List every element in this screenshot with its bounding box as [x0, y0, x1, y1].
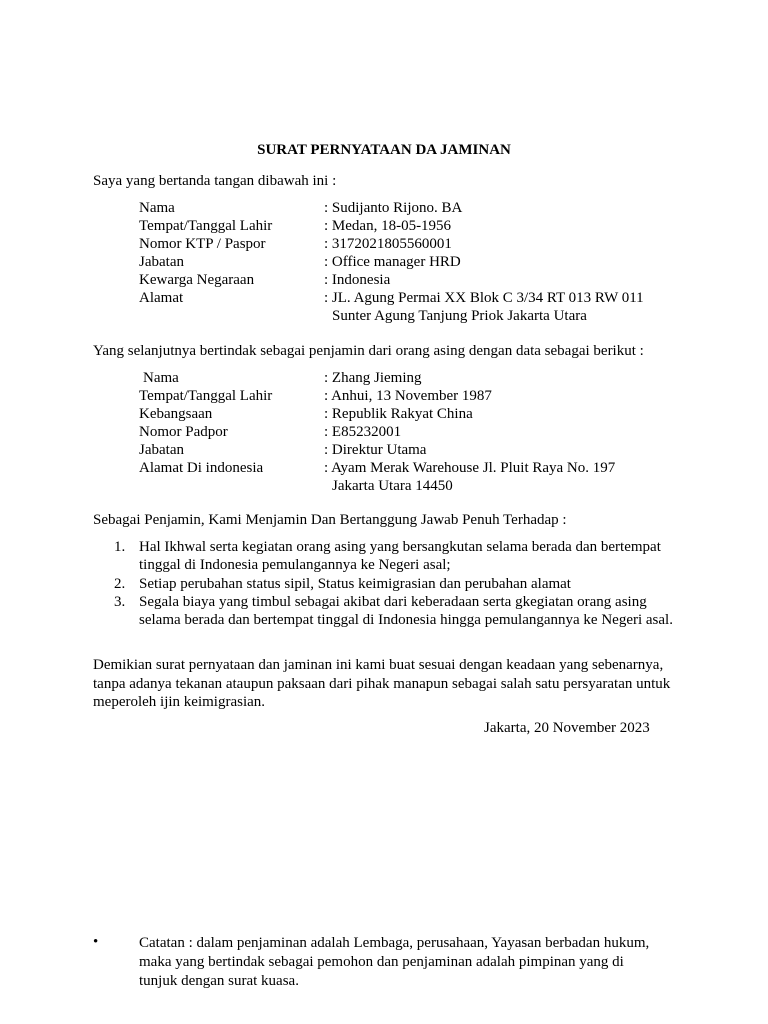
field-value: : JL. Agung Permai XX Blok C 3/34 RT 013 RW 011: [324, 290, 644, 306]
foreigner-row-birth: [139, 387, 699, 405]
note-text: Catatan : dalam penjaminan adalah Lembaga, perusahaan, Yayasan berbadan hukum, maka yang bertindak sebagai pemohon dan penjaminan adalah pimpinan yang di tunjuk dengan surat kuasa.: [139, 935, 650, 989]
field-value: : Office manager HRD: [324, 254, 461, 270]
guarantor-details: [139, 199, 699, 325]
foreigner-address-continuation: Jakarta Utara 14450: [332, 478, 453, 494]
field-label: Alamat: [139, 290, 184, 306]
field-label: Nomor Padpor: [139, 424, 228, 440]
list-item-text: Hal Ikhwal serta kegiatan orang asing yang bersangkutan selama berada dan bertempat tinggal di Indonesia pemulangannya ke Negeri asal;: [139, 539, 661, 574]
guarantor-row-birth: [139, 217, 699, 235]
guarantor-row-citizenship: [139, 271, 699, 289]
field-label: Alamat Di indonesia: [139, 460, 264, 476]
field-label: Jabatan: [139, 442, 184, 458]
field-value: : Ayam Merak Warehouse Jl. Pluit Raya No. 197: [324, 460, 616, 476]
place-date: Jakarta, 20 November 2023: [484, 720, 650, 736]
guarantor-row-address: [139, 289, 699, 307]
guarantor-row-id: [139, 235, 699, 253]
field-label: Tempat/Tanggal Lahir: [139, 218, 273, 234]
bullet-icon: •: [93, 934, 99, 950]
closing-paragraph: Demikian surat pernyataan dan jaminan ini kami buat sesuai dengan keadaan yang sebenarnya, tanpa adanya tekanan ataupun paksaan dari pihak manapun sebagai salah satu persyaratan untuk meperoleh ijin keimigrasian.: [93, 657, 671, 710]
field-value: : Republik Rakyat China: [324, 406, 473, 422]
list-number: 3.: [114, 593, 126, 610]
intro-text: Saya yang bertanda tangan dibawah ini :: [93, 173, 337, 189]
field-value: : 3172021805560001: [324, 236, 452, 252]
field-label: Kewarga Negaraan: [139, 272, 255, 288]
list-item: [93, 593, 673, 630]
field-label: Jabatan: [139, 254, 184, 270]
guarantee-intro-text: Sebagai Penjamin, Kami Menjamin Dan Bertanggung Jawab Penuh Terhadap :: [93, 512, 567, 528]
field-value: : Indonesia: [324, 272, 391, 288]
field-value: : E85232001: [324, 424, 402, 440]
list-item-text: Setiap perubahan status sipil, Status keimigrasian dan perubahan alamat: [139, 575, 571, 592]
foreigner-details: [139, 369, 699, 495]
field-value: : Medan, 18-05-1956: [324, 218, 452, 234]
field-label: Nomor KTP / Paspor: [139, 236, 266, 252]
foreigner-row-nationality: [139, 405, 699, 423]
foreigner-row-position: [139, 441, 699, 459]
list-number: 2.: [114, 575, 126, 592]
field-value: : Zhang Jieming: [324, 370, 422, 386]
list-item: [93, 538, 673, 575]
field-value: : Sudijanto Rijono. BA: [324, 200, 463, 216]
foreigner-row-name: [139, 369, 699, 387]
foreigner-row-passport: [139, 423, 699, 441]
field-label: Tempat/Tanggal Lahir: [139, 388, 273, 404]
list-item: [93, 575, 673, 593]
foreigner-intro-text: Yang selanjutnya bertindak sebagai penjamin dari orang asing dengan data sebagai berikut :: [93, 343, 644, 359]
note-section: [93, 934, 673, 991]
field-value: : Anhui, 13 November 1987: [324, 388, 492, 404]
guarantor-row-position: [139, 253, 699, 271]
guarantor-address-continuation: Sunter Agung Tanjung Priok Jakarta Utara: [332, 308, 587, 324]
list-number: 1.: [114, 539, 126, 555]
field-label: Kebangsaan: [139, 406, 213, 422]
field-label: Nama: [143, 370, 179, 386]
list-item-text: Segala biaya yang timbul sebagai akibat dari keberadaan serta gkegiatan orang asing selama berada dan bertempat tinggal di Indonesia hingga pemulangannya ke Negeri asal.: [139, 593, 673, 629]
foreigner-row-address: [139, 459, 699, 477]
guarantee-list: [93, 538, 673, 629]
field-label: Nama: [139, 200, 175, 216]
field-value: : Direktur Utama: [324, 442, 427, 458]
guarantor-row-name: [139, 199, 699, 217]
document-title: SURAT PERNYATAAN DA JAMINAN: [257, 142, 511, 158]
